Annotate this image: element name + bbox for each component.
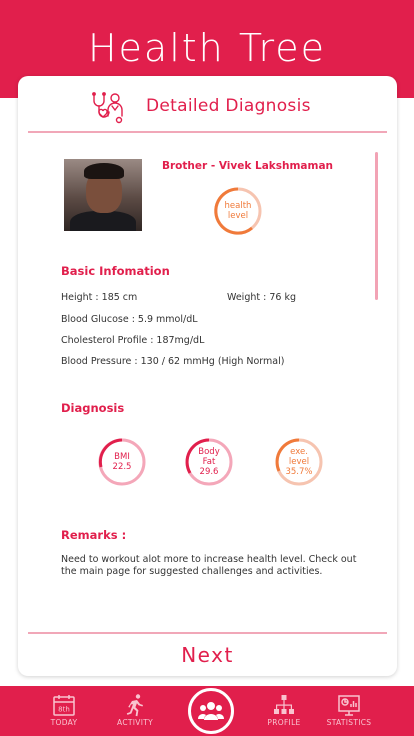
nav-today[interactable] bbox=[44, 686, 84, 736]
exe-level-ring bbox=[274, 437, 324, 487]
exe-level-label: exe. bbox=[290, 447, 308, 457]
height-value: Height : 185 cm bbox=[61, 292, 138, 303]
body-fat-label-2: Fat bbox=[202, 457, 216, 467]
bmi-label: BMI bbox=[114, 452, 130, 462]
body-fat-ring bbox=[184, 437, 234, 487]
calendar-date: 8th bbox=[58, 705, 70, 714]
card-header bbox=[18, 76, 397, 132]
card-title: Detailed Diagnosis bbox=[146, 96, 311, 116]
health-level-label: health bbox=[224, 201, 252, 211]
body-fat-value: 29.6 bbox=[199, 467, 219, 477]
cholesterol-value: Cholesterol Profile : 187mg/dL bbox=[61, 335, 205, 346]
remarks-title: Remarks : bbox=[61, 528, 127, 542]
health-level-ring bbox=[213, 186, 263, 236]
nav-activity[interactable] bbox=[110, 686, 160, 736]
blood-pressure-value: Blood Pressure : 130 / 62 mmHg (High Normal) bbox=[61, 356, 285, 367]
exe-level-value: 35.7% bbox=[285, 467, 313, 477]
profile-photo bbox=[64, 159, 142, 231]
family-button[interactable] bbox=[188, 688, 234, 734]
running-icon bbox=[123, 693, 147, 717]
nav-profile[interactable] bbox=[262, 686, 306, 736]
scrollbar[interactable] bbox=[375, 152, 378, 300]
body-fat-label: Body bbox=[198, 447, 220, 457]
group-icon bbox=[198, 700, 224, 722]
footer-divider bbox=[28, 632, 387, 634]
exe-level-label-2: level bbox=[288, 457, 310, 467]
person-name: Brother - Vivek Lakshmaman bbox=[162, 160, 334, 172]
remarks-text: Need to workout alot more to increase health level. Check out the main page for suggested challenges and activities. bbox=[61, 554, 357, 577]
calendar-icon bbox=[52, 693, 76, 717]
weight-value: Weight : 76 kg bbox=[227, 292, 296, 303]
nav-activity-label: ACTIVITY bbox=[117, 718, 153, 727]
nav-statistics[interactable] bbox=[320, 686, 378, 736]
health-level-label-2: level bbox=[227, 211, 249, 221]
bmi-value: 22.5 bbox=[112, 462, 132, 472]
family-tree-icon bbox=[272, 693, 296, 717]
doctor-checkup-icon bbox=[90, 90, 124, 124]
diagnosis-title: Diagnosis bbox=[61, 401, 125, 415]
statistics-board-icon bbox=[337, 693, 361, 717]
next-button[interactable]: Next bbox=[181, 643, 234, 667]
blood-glucose-value: Blood Glucose : 5.9 mmol/dL bbox=[61, 314, 198, 325]
diagnosis-card bbox=[18, 76, 397, 676]
nav-today-label: TODAY bbox=[50, 718, 78, 727]
nav-statistics-label: STATISTICS bbox=[326, 718, 372, 727]
basic-info-title: Basic Infomation bbox=[61, 264, 170, 278]
app-title: Health Tree bbox=[87, 26, 327, 70]
bmi-ring bbox=[97, 437, 147, 487]
nav-profile-label: PROFILE bbox=[267, 718, 301, 727]
header-divider bbox=[28, 131, 387, 133]
